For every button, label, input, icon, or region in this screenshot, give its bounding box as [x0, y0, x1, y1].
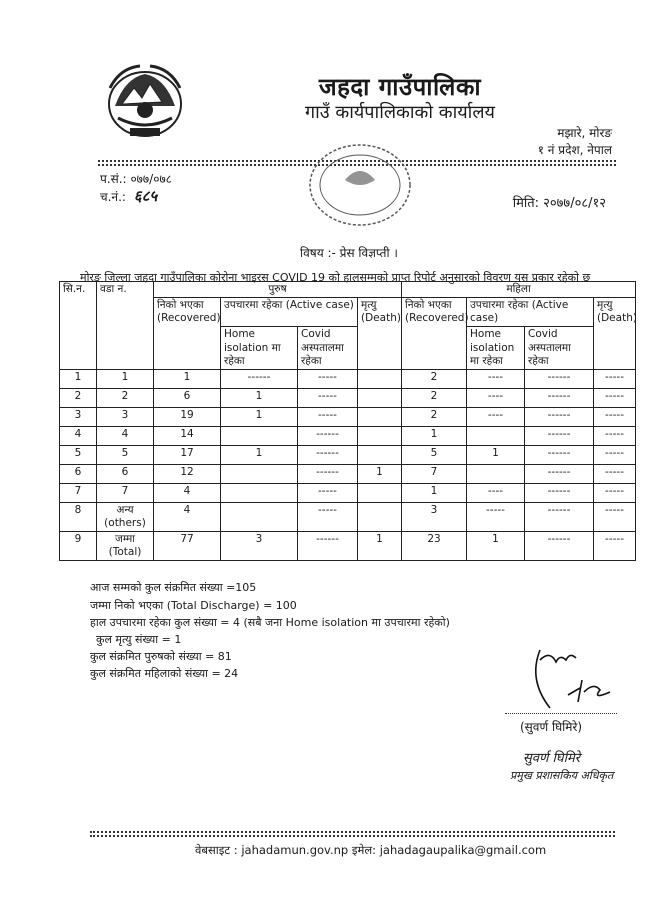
cell-ward: 5 [97, 445, 154, 464]
cell-m-home: 3 [221, 532, 298, 561]
cell-f-rec: 2 [402, 388, 467, 407]
cell-ward: अन्य (others) [97, 502, 154, 531]
cell-m-death [358, 445, 402, 464]
header-female-death: मृत्यु (Death) [594, 298, 636, 370]
cell-f-rec: 1 [402, 483, 467, 502]
office-stamp [305, 140, 415, 230]
address-line-1: मझारे, मोरङ [557, 126, 612, 140]
cell-f-home: ---- [467, 407, 525, 426]
table-row [60, 464, 636, 483]
cell-m-rec: 77 [154, 532, 221, 561]
cell-m-rec: 12 [154, 464, 221, 483]
cell-m-hosp: ----- [298, 502, 358, 531]
cell-f-hosp: ------ [525, 464, 594, 483]
cell-sn: 5 [60, 445, 97, 464]
cell-m-rec: 4 [154, 502, 221, 531]
cell-f-home: ---- [467, 369, 525, 388]
address-line-2: १ नं प्रदेश, नेपाल [537, 143, 612, 157]
cell-f-death: ----- [594, 445, 636, 464]
cell-m-rec: 6 [154, 388, 221, 407]
cell-f-rec: 2 [402, 407, 467, 426]
cell-f-hosp: ------ [525, 483, 594, 502]
cell-f-rec: 23 [402, 532, 467, 561]
cell-ward: 2 [97, 388, 154, 407]
cell-sn: 8 [60, 502, 97, 531]
office-subtitle: गाउँ कार्यपालिकाको कार्यालय [305, 102, 495, 123]
date-value: २०७७/०८/१२ [543, 196, 606, 211]
cell-f-home: ----- [467, 502, 525, 531]
ref-pa-value: ०७७/०७८ [130, 172, 172, 186]
header-female-home: Home isolation मा रहेका [467, 327, 525, 369]
cell-sn: 1 [60, 369, 97, 388]
header-male: पुरुष [154, 282, 402, 298]
header-male-home: Home isolation मा रहेका [221, 327, 298, 369]
cell-f-hosp: ------ [525, 369, 594, 388]
summary-female: कुल संक्रमित महिलाको संख्या = 24 [90, 667, 239, 680]
cell-m-death: 1 [358, 532, 402, 561]
reference-pa [100, 170, 172, 187]
cell-sn: 7 [60, 483, 97, 502]
header-female-recovered: निको भएका (Recovered) [402, 298, 467, 370]
table-row [60, 426, 636, 445]
signatory-name: सुवर्ण घिमिरे [523, 751, 581, 766]
cell-m-home [221, 464, 298, 483]
table-row [60, 407, 636, 426]
cell-m-death [358, 369, 402, 388]
table-row [60, 502, 636, 531]
covid-stats-table [59, 281, 636, 561]
footer-divider [90, 831, 615, 833]
cell-m-rec: 17 [154, 445, 221, 464]
cell-f-hosp: ------ [525, 445, 594, 464]
date-label: मिति: [512, 196, 540, 211]
signature-line [505, 713, 617, 714]
cell-f-home: ---- [467, 388, 525, 407]
cell-f-hosp: ------ [525, 426, 594, 445]
cell-f-home: 1 [467, 445, 525, 464]
cell-m-hosp: ----- [298, 369, 358, 388]
cell-m-home: 1 [221, 407, 298, 426]
cell-sn: 6 [60, 464, 97, 483]
cell-f-hosp: ------ [525, 532, 594, 561]
cell-m-home [221, 426, 298, 445]
cell-m-home [221, 483, 298, 502]
cell-m-death [358, 483, 402, 502]
cell-m-rec: 4 [154, 483, 221, 502]
cell-f-hosp: ------ [525, 407, 594, 426]
cell-f-death: ----- [594, 502, 636, 531]
subject-line: विषय :- प्रेस विज्ञप्ती । [300, 246, 398, 260]
cell-m-death [358, 502, 402, 531]
cell-ward: 6 [97, 464, 154, 483]
cell-m-home: 1 [221, 388, 298, 407]
header-ward: वडा न. [97, 282, 154, 370]
cell-f-home [467, 426, 525, 445]
ref-pa-label: प.सं.: [100, 172, 127, 186]
signatory-name-bracket: (सुवर्ण घिमिरे) [520, 720, 583, 734]
header-male-death: मृत्यु (Death) [358, 298, 402, 370]
cell-m-hosp: ----- [298, 483, 358, 502]
ref-cha-value: ६८५ [133, 187, 158, 205]
cell-m-rec: 1 [154, 369, 221, 388]
office-title: जहदा गाउँपालिका [318, 73, 482, 101]
header-female-active: उपचारमा रहेका (Active case) [467, 298, 594, 327]
cell-f-death: ----- [594, 369, 636, 388]
cell-f-death: ----- [594, 483, 636, 502]
cell-f-rec: 7 [402, 464, 467, 483]
cell-f-hosp: ------ [525, 388, 594, 407]
cell-f-home [467, 464, 525, 483]
table-row [60, 369, 636, 388]
intro-text: मोरङ जिल्ला जहदा गाउँपालिका कोरोना भाइरस COVID 19 को हालसम्मको प्राप्त रिपोर्ट अनुसारको विवरण यस प्रकार रहेको छ [80, 271, 591, 284]
cell-ward: 1 [97, 369, 154, 388]
cell-sn: 4 [60, 426, 97, 445]
cell-m-rec: 14 [154, 426, 221, 445]
cell-m-home [221, 502, 298, 531]
cell-m-home: 1 [221, 445, 298, 464]
header-female-hosp: Covid अस्पतालमा रहेका [525, 327, 594, 369]
cell-m-home: ------ [221, 369, 298, 388]
table-row [60, 483, 636, 502]
cell-f-death: ----- [594, 464, 636, 483]
cell-f-death: ----- [594, 407, 636, 426]
cell-ward: 3 [97, 407, 154, 426]
cell-ward: 7 [97, 483, 154, 502]
summary-deaths: कुल मृत्यु संख्या = 1 [96, 633, 182, 646]
cell-f-rec: 1 [402, 426, 467, 445]
cell-f-home: 1 [467, 532, 525, 561]
table-row [60, 445, 636, 464]
cell-m-death [358, 426, 402, 445]
cell-sn: 2 [60, 388, 97, 407]
header-male-recovered: निको भएका (Recovered) [154, 298, 221, 370]
header-female: महिला [402, 282, 636, 298]
footer-contact: वेबसाइट : jahadamun.gov.np इमेल: jahadagaupalika@gmail.com [195, 843, 547, 857]
summary-total-infected: आज सम्मको कुल संक्रमित संख्या =105 [90, 581, 257, 594]
cell-m-hosp: ----- [298, 407, 358, 426]
cell-f-hosp: ------ [525, 502, 594, 531]
cell-sn: 9 [60, 532, 97, 561]
cell-m-death [358, 388, 402, 407]
cell-f-death: ----- [594, 532, 636, 561]
cell-sn: 3 [60, 407, 97, 426]
nepal-emblem-logo [100, 58, 190, 144]
cell-f-death: ----- [594, 426, 636, 445]
cell-m-hosp: ----- [298, 388, 358, 407]
cell-m-hosp: ------ [298, 464, 358, 483]
header-sn: सि.न. [60, 282, 97, 370]
cell-m-hosp: ------ [298, 426, 358, 445]
ref-cha-label: च.नं.: [100, 190, 126, 204]
cell-ward: 4 [97, 426, 154, 445]
cell-f-death: ----- [594, 388, 636, 407]
header-male-hosp: Covid अस्पतालमा रहेका [298, 327, 358, 369]
signatory-title: प्रमुख प्रशासकिय अधिकृत [510, 769, 614, 782]
cell-m-rec: 19 [154, 407, 221, 426]
footer-divider-2 [90, 835, 615, 837]
summary-male: कुल संक्रमित पुरुषको संख्या = 81 [90, 650, 232, 663]
cell-m-death: 1 [358, 464, 402, 483]
reference-cha [100, 186, 157, 206]
cell-f-rec: 5 [402, 445, 467, 464]
summary-active: हाल उपचारमा रहेका कुल संख्या = 4 (सबै जना Home isolation मा उपचारमा रहेको) [90, 616, 450, 629]
cell-f-rec: 2 [402, 369, 467, 388]
cell-f-rec: 3 [402, 502, 467, 531]
cell-m-death [358, 407, 402, 426]
summary-total-discharge: जम्मा निको भएका (Total Discharge) = 100 [90, 599, 297, 612]
table-row [60, 388, 636, 407]
table-row [60, 532, 636, 561]
signature-scribble [520, 640, 630, 715]
header-male-active: उपचारमा रहेका (Active case) [221, 298, 358, 327]
stats-table-body [60, 369, 636, 561]
cell-m-hosp: ------ [298, 445, 358, 464]
cell-m-hosp: ------ [298, 532, 358, 561]
cell-f-home: ---- [467, 483, 525, 502]
date [513, 193, 606, 211]
cell-ward: जम्मा (Total) [97, 532, 154, 561]
